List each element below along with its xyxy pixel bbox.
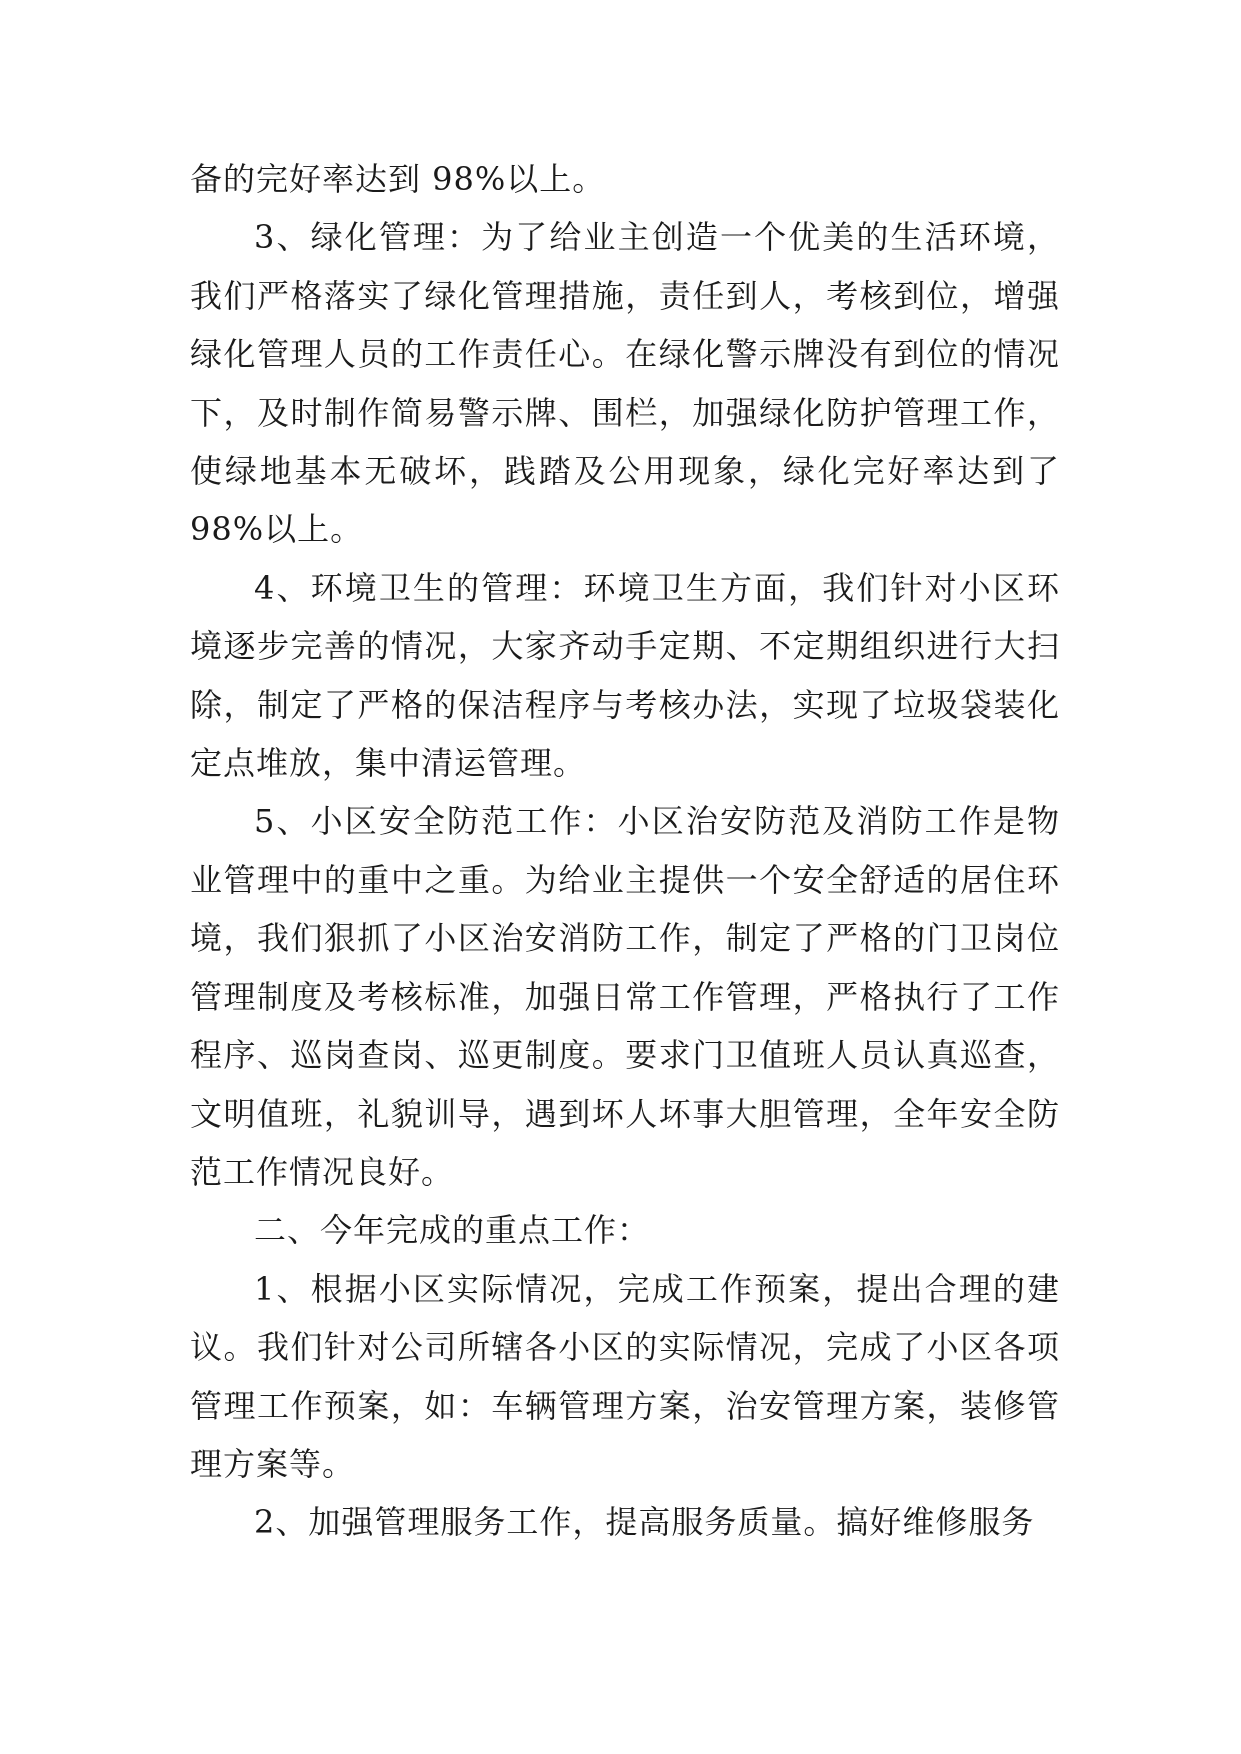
section-heading-key-work: 二、今年完成的重点工作： — [254, 1211, 651, 1250]
paragraph-security-prevention: 5、小区安全防范工作：小区治安防范及消防工作是物业管理中的重中之重。为给业主提供一个安全舒适的居住环境，我们狠抓了小区治安消防工作，制定了严格的门卫岗位管理制度及考核标准，加强日常工作管理，严格执行了工作程序、巡岗查岗、巡更制度。要求门卫值班人员认真巡查，文明值班，礼貌训导，遇到坏人坏事大胆管理，全年安全防范工作情况良好。 — [190, 802, 1060, 1191]
paragraph-equipment-rate: 备的完好率达到 98%以上。 — [190, 160, 606, 198]
paragraph-work-plans: 1、根据小区实际情况，完成工作预案，提出合理的建议。我们针对公司所辖各小区的实际情况，完成了小区各项管理工作预案，如：车辆管理方案，治安管理方案，装修管理方案等。 — [190, 1269, 1060, 1483]
paragraph-greening-management: 3、绿化管理：为了给业主创造一个优美的生活环境，我们严格落实了绿化管理措施，责任到人，考核到位，增强绿化管理人员的工作责任心。在绿化警示牌没有到位的情况下，及时制作简易警示牌、围栏，加强绿化防护管理工作，使绿地基本无破坏，践踏及公用现象，绿化完好率达到了 98%以上。 — [190, 218, 1060, 549]
document-page — [190, 150, 1060, 1552]
paragraph-service-quality: 2、加强管理服务工作，提高服务质量。搞好维修服务 — [254, 1503, 1035, 1542]
paragraph-environment-sanitation: 4、环境卫生的管理：环境卫生方面，我们针对小区环境逐步完善的情况，大家齐动手定期、不定期组织进行大扫除，制定了严格的保洁程序与考核办法，实现了垃圾袋装化定点堆放，集中清运管理。 — [190, 568, 1060, 783]
